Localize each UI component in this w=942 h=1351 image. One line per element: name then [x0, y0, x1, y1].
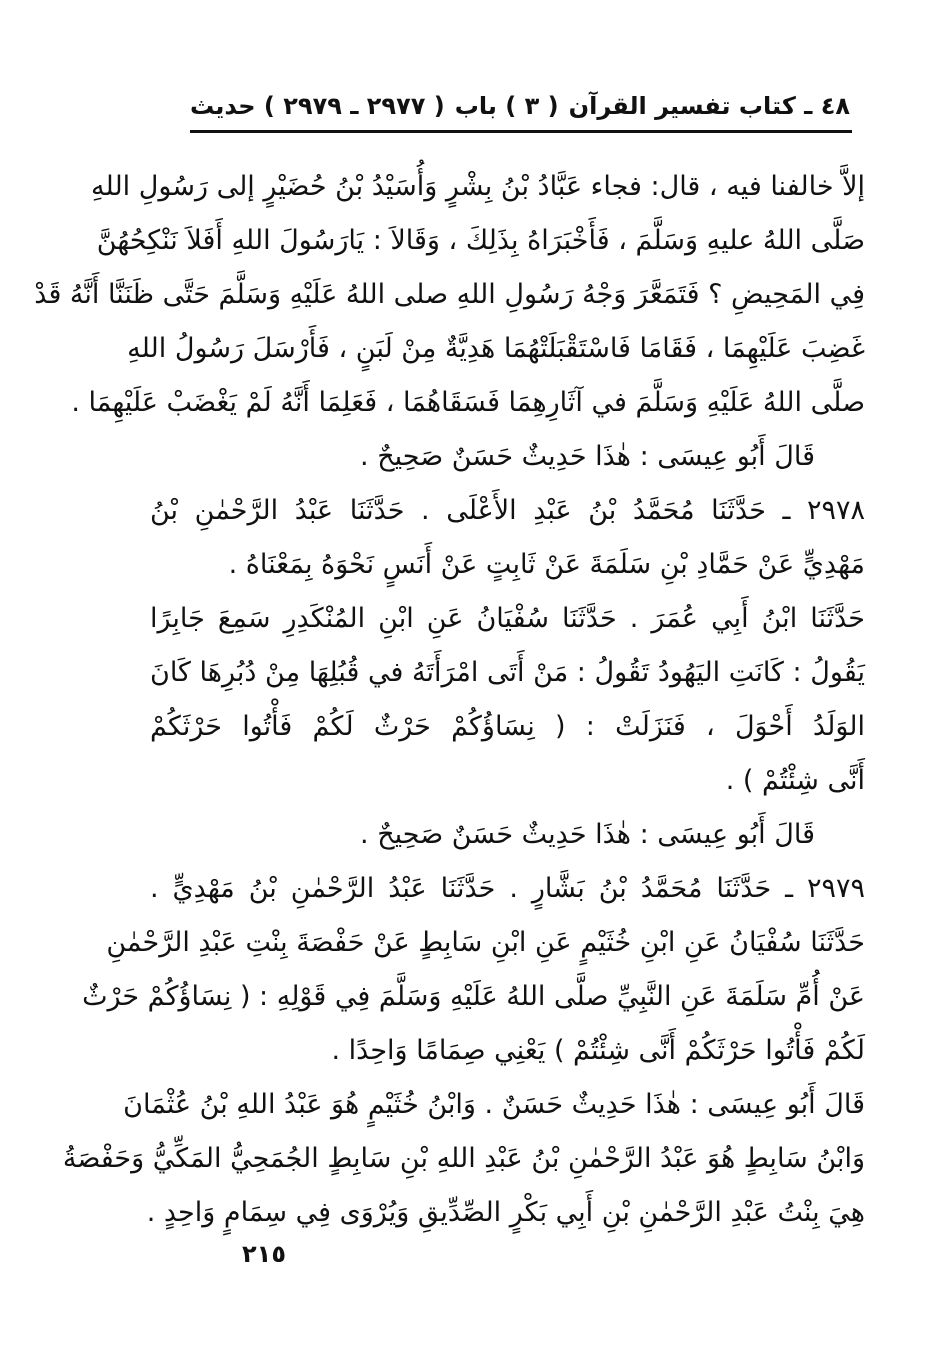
- text-line: غَضِبَ عَلَيْهِمَا ، فَقَامَا فَاسْتَقْبَلَتْهُمَا هَدِيَّةٌ مِنْ لَبَنٍ ، فَأَرْسَلَ رَسُولُ اللهِ: [127, 333, 865, 364]
- page-number: ٢١٥: [242, 1240, 286, 1268]
- body-text: [34, 160, 865, 1240]
- text-line: الوَلَدُ أَحْوَلَ ، فَنَزَلَتْ : ( نِسَاؤُكُمْ حَرْثٌ لَكُمْ فَأْتُوا حَرْثَكُمْ: [150, 711, 865, 742]
- text-line: لَكُمْ فَأْتُوا حَرْثَكُمْ أَنَّى شِئْتُمْ ) يَعْنِي صِمَامًا وَاحِدًا .: [331, 1035, 865, 1066]
- text-line: وَابْنُ سَابِطٍ هُوَ عَبْدُ الرَّحْمٰنِ بْنُ عَبْدِ اللهِ بْنِ سَابِطٍ الجُمَحِيُّ المَكِّيُّ وَحَفْصَةُ: [62, 1143, 865, 1174]
- text-line: فِي المَحِيضِ ؟ فَتَمَعَّرَ وَجْهُ رَسُولِ اللهِ صلى اللهُ عَلَيْهِ وَسَلَّمَ حَتَّى ظَنَنَّا أَنَّهُ قَدْ: [34, 279, 865, 310]
- text-line: حَدَّثَنَا ابْنُ أَبِي عُمَرَ . حَدَّثَنَا سُفْيَانُ عَنِ ابْنِ المُنْكَدِرِ سَمِعَ جَابِرًا: [150, 603, 865, 634]
- text-line-grading: قَالَ أَبُو عِيسَى : هٰذَا حَدِيثٌ حَسَنٌ صَحِيحٌ .: [360, 819, 815, 850]
- text-line-hadith-2979: ٢٩٧٩ ـ حَدَّثَنَا مُحَمَّدُ بْنُ بَشَّارٍ . حَدَّثَنَا عَبْدُ الرَّحْمٰنِ بْنُ مَهْدِيٍّ .: [150, 873, 865, 904]
- text-line: أَنَّى شِئْتُمْ ) .: [725, 765, 865, 796]
- text-line: هِيَ بِنْتُ عَبْدِ الرَّحْمٰنِ بْنِ أَبِي بَكْرٍ الصِّدِّيقِ وَيُرْوَى فِي سِمَامٍ وَاحِدٍ .: [146, 1197, 865, 1228]
- header-hadith-range: ( ٢٩٧٧ ـ ٢٩٧٩ ) حديث: [190, 92, 445, 120]
- header-rule: [190, 130, 852, 133]
- text-line-grading: قَالَ أَبُو عِيسَى : هٰذَا حَدِيثٌ حَسَنٌ . وَابْنُ خُثَيْمٍ هُوَ عَبْدُ اللهِ بْنُ عُثْمَانَ: [123, 1089, 865, 1120]
- text-line-hadith-2978: ٢٩٧٨ ـ حَدَّثَنَا مُحَمَّدُ بْنُ عَبْدِ الأَعْلَى . حَدَّثَنَا عَبْدُ الرَّحْمٰنِ بْنُ: [150, 495, 865, 526]
- text-line: يَقُولُ : كَانَتِ اليَهُودُ تَقُولُ : مَنْ أَتَى امْرَأَتَهُ في قُبُلِهَا مِنْ دُبُرِهَا كَانَ: [150, 657, 865, 688]
- text-line: حَدَّثَنَا سُفْيَانُ عَنِ ابْنِ خُثَيْمٍ عَنِ ابْنِ سَابِطٍ عَنْ حَفْصَةَ بِنْتِ عَبْدِ الرَّحْمٰنِ: [106, 927, 865, 958]
- text-line: إلاَّ خالفنا فيه ، قال: فجاء عَبَّادُ بْنُ بِشْرٍ وَأُسَيْدُ بْنُ حُضَيْرٍ إلى رَسُولِ اللهِ: [91, 171, 865, 202]
- header-chapter: ( ٣ ) باب: [454, 92, 559, 120]
- header-book-title: ٤٨ ـ كتاب تفسير القرآن: [568, 92, 850, 120]
- text-line: صَلَّى اللهُ عليهِ وَسَلَّمَ ، فَأَخْبَرَاهُ بِذَلِكَ ، وَقَالاَ : يَارَسُولَ اللهِ أَفَلاَ نَنْكِحُهُنَّ: [96, 225, 865, 256]
- running-header: [190, 86, 850, 126]
- text-line-grading: قَالَ أَبُو عِيسَى : هٰذَا حَدِيثٌ حَسَنٌ صَحِيحٌ .: [360, 441, 815, 472]
- text-line: عَنْ أُمِّ سَلَمَةَ عَنِ النَّبِيِّ صلَّى اللهُ عَلَيْهِ وَسَلَّمَ فِي قَوْلِهِ : ( نِسَاؤُكُمْ حَرْثٌ: [82, 981, 865, 1012]
- text-line: صلَّى اللهُ عَلَيْهِ وَسَلَّمَ في آثَارِهِمَا فَسَقَاهُمَا ، فَعَلِمَا أَنَّهُ لَمْ يَغْضَبْ عَلَيْهِمَا .: [71, 387, 865, 418]
- text-line: مَهْدِيٍّ عَنْ حَمَّادِ بْنِ سَلَمَةَ عَنْ ثَابِتٍ عَنْ أَنَسٍ نَحْوَهُ بِمَعْنَاهُ .: [228, 549, 865, 580]
